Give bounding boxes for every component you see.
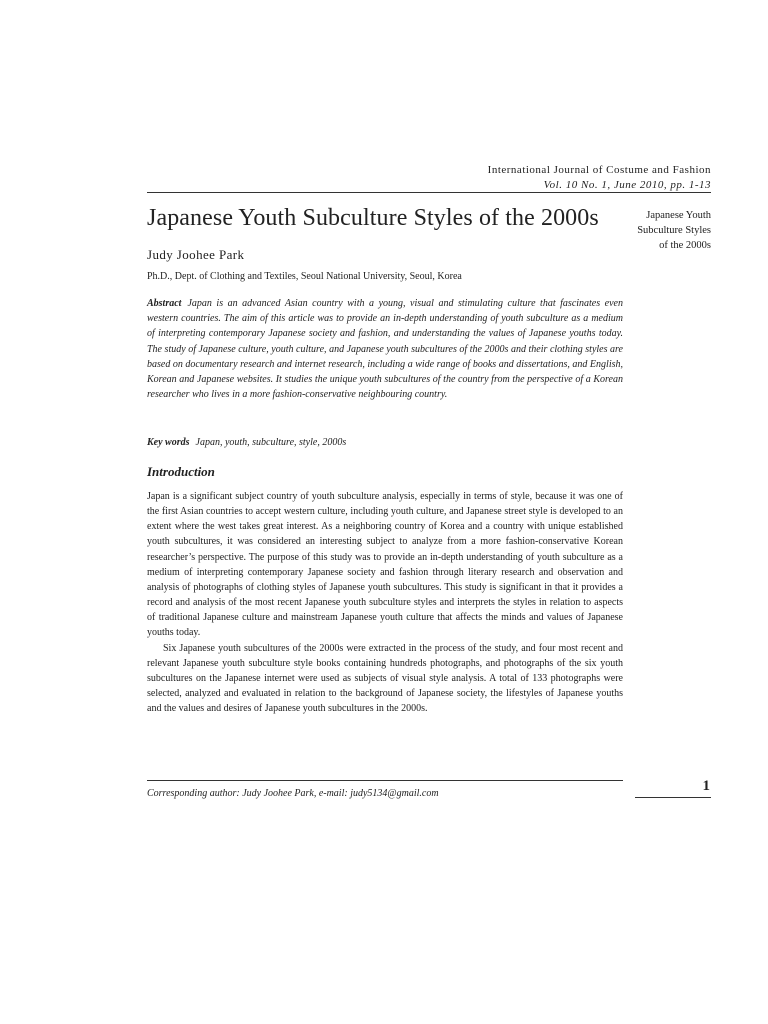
header-rule xyxy=(147,192,711,193)
keywords-text: Japan, youth, subculture, style, 2000s xyxy=(195,437,347,448)
running-side-title: Japanese Youth Subculture Styles of the 2000s xyxy=(637,210,711,251)
footnote-rule xyxy=(147,780,623,781)
page-number-rule xyxy=(635,797,711,798)
corresponding-author-footnote: Corresponding author: Judy Joohee Park, e-mail: judy5134@gmail.com xyxy=(147,788,439,799)
author-name: Judy Joohee Park xyxy=(147,247,245,262)
abstract xyxy=(147,296,623,402)
introduction-body xyxy=(147,489,623,716)
body-paragraph: Japan is a significant subject country of youth subculture analysis, especially in terms of style, because it was one of the first Asian countries to accept western culture, including youth culture, and Japanese street style is developed to an extent where the west takes great interest. As a neighboring country of Korea and a country with unique established youth subcultures, it was considered an interesting subject to analyze from a more fashion-conservative Korean researcher’s perspective. The purpose of this study was to provide an in-depth understanding of youth subculture as a medium of interpreting contemporary Japanese society and fashion through literary research and observation and analysis of photographs of clothing styles of Japanese youth subcultures. This study is significant in that it provides a record and analysis of the most recent Japanese youth subculture styles and interprets the styles in relation to aspects of traditional Japanese culture and mainstream Japanese youth culture that affects the minds and values of Japanese youths today. xyxy=(147,491,623,639)
journal-name: International Journal of Costume and Fashion xyxy=(487,164,711,176)
author-affiliation: Ph.D., Dept. of Clothing and Textiles, Seoul National University, Seoul, Korea xyxy=(147,271,462,282)
page-number: 1 xyxy=(702,778,710,794)
article-title: Japanese Youth Subculture Styles of the 2000s xyxy=(147,205,599,231)
abstract-text: Japan is an advanced Asian country with a young, visual and stimulating culture that fascinates even western countries. The aim of this article was to provide an in-depth understanding of youth subculture as a medium of interpreting contemporary Japanese society and fashion, and understanding the values of Japanese youths today. The study of Japanese culture, youth culture, and Japanese youth subcultures of the 2000s and their clothing styles are based on documentary research and internet research, including a wide range of books and dissertations, and English, Korean and Japanese websites. It studies the unique youth subcultures of the country from the perspective of a Korean researcher who lives in a more fashion-conservative neighbouring country. xyxy=(147,298,623,401)
body-paragraph: Six Japanese youth subcultures of the 2000s were extracted in the process of the study, and four most recent and relevant Japanese youth subculture style books containing hundreds photographs, and photographs of the six youth subcultures on the Japanese internet were used as subjects of visual style analysis. A total of 133 photographs were selected, analyzed and evaluated in relation to the background of Japanese society, the lifestyles of Japanese youths and the values and desires of Japanese youth subcultures in the 2000s. xyxy=(147,642,623,715)
journal-volume-info: Vol. 10 No. 1, June 2010, pp. 1-13 xyxy=(543,179,711,191)
abstract-label: Abstract xyxy=(147,298,182,309)
keywords xyxy=(147,437,346,448)
keywords-label: Key words xyxy=(147,437,190,448)
journal-header xyxy=(488,163,711,193)
section-heading-introduction: Introduction xyxy=(147,464,215,479)
